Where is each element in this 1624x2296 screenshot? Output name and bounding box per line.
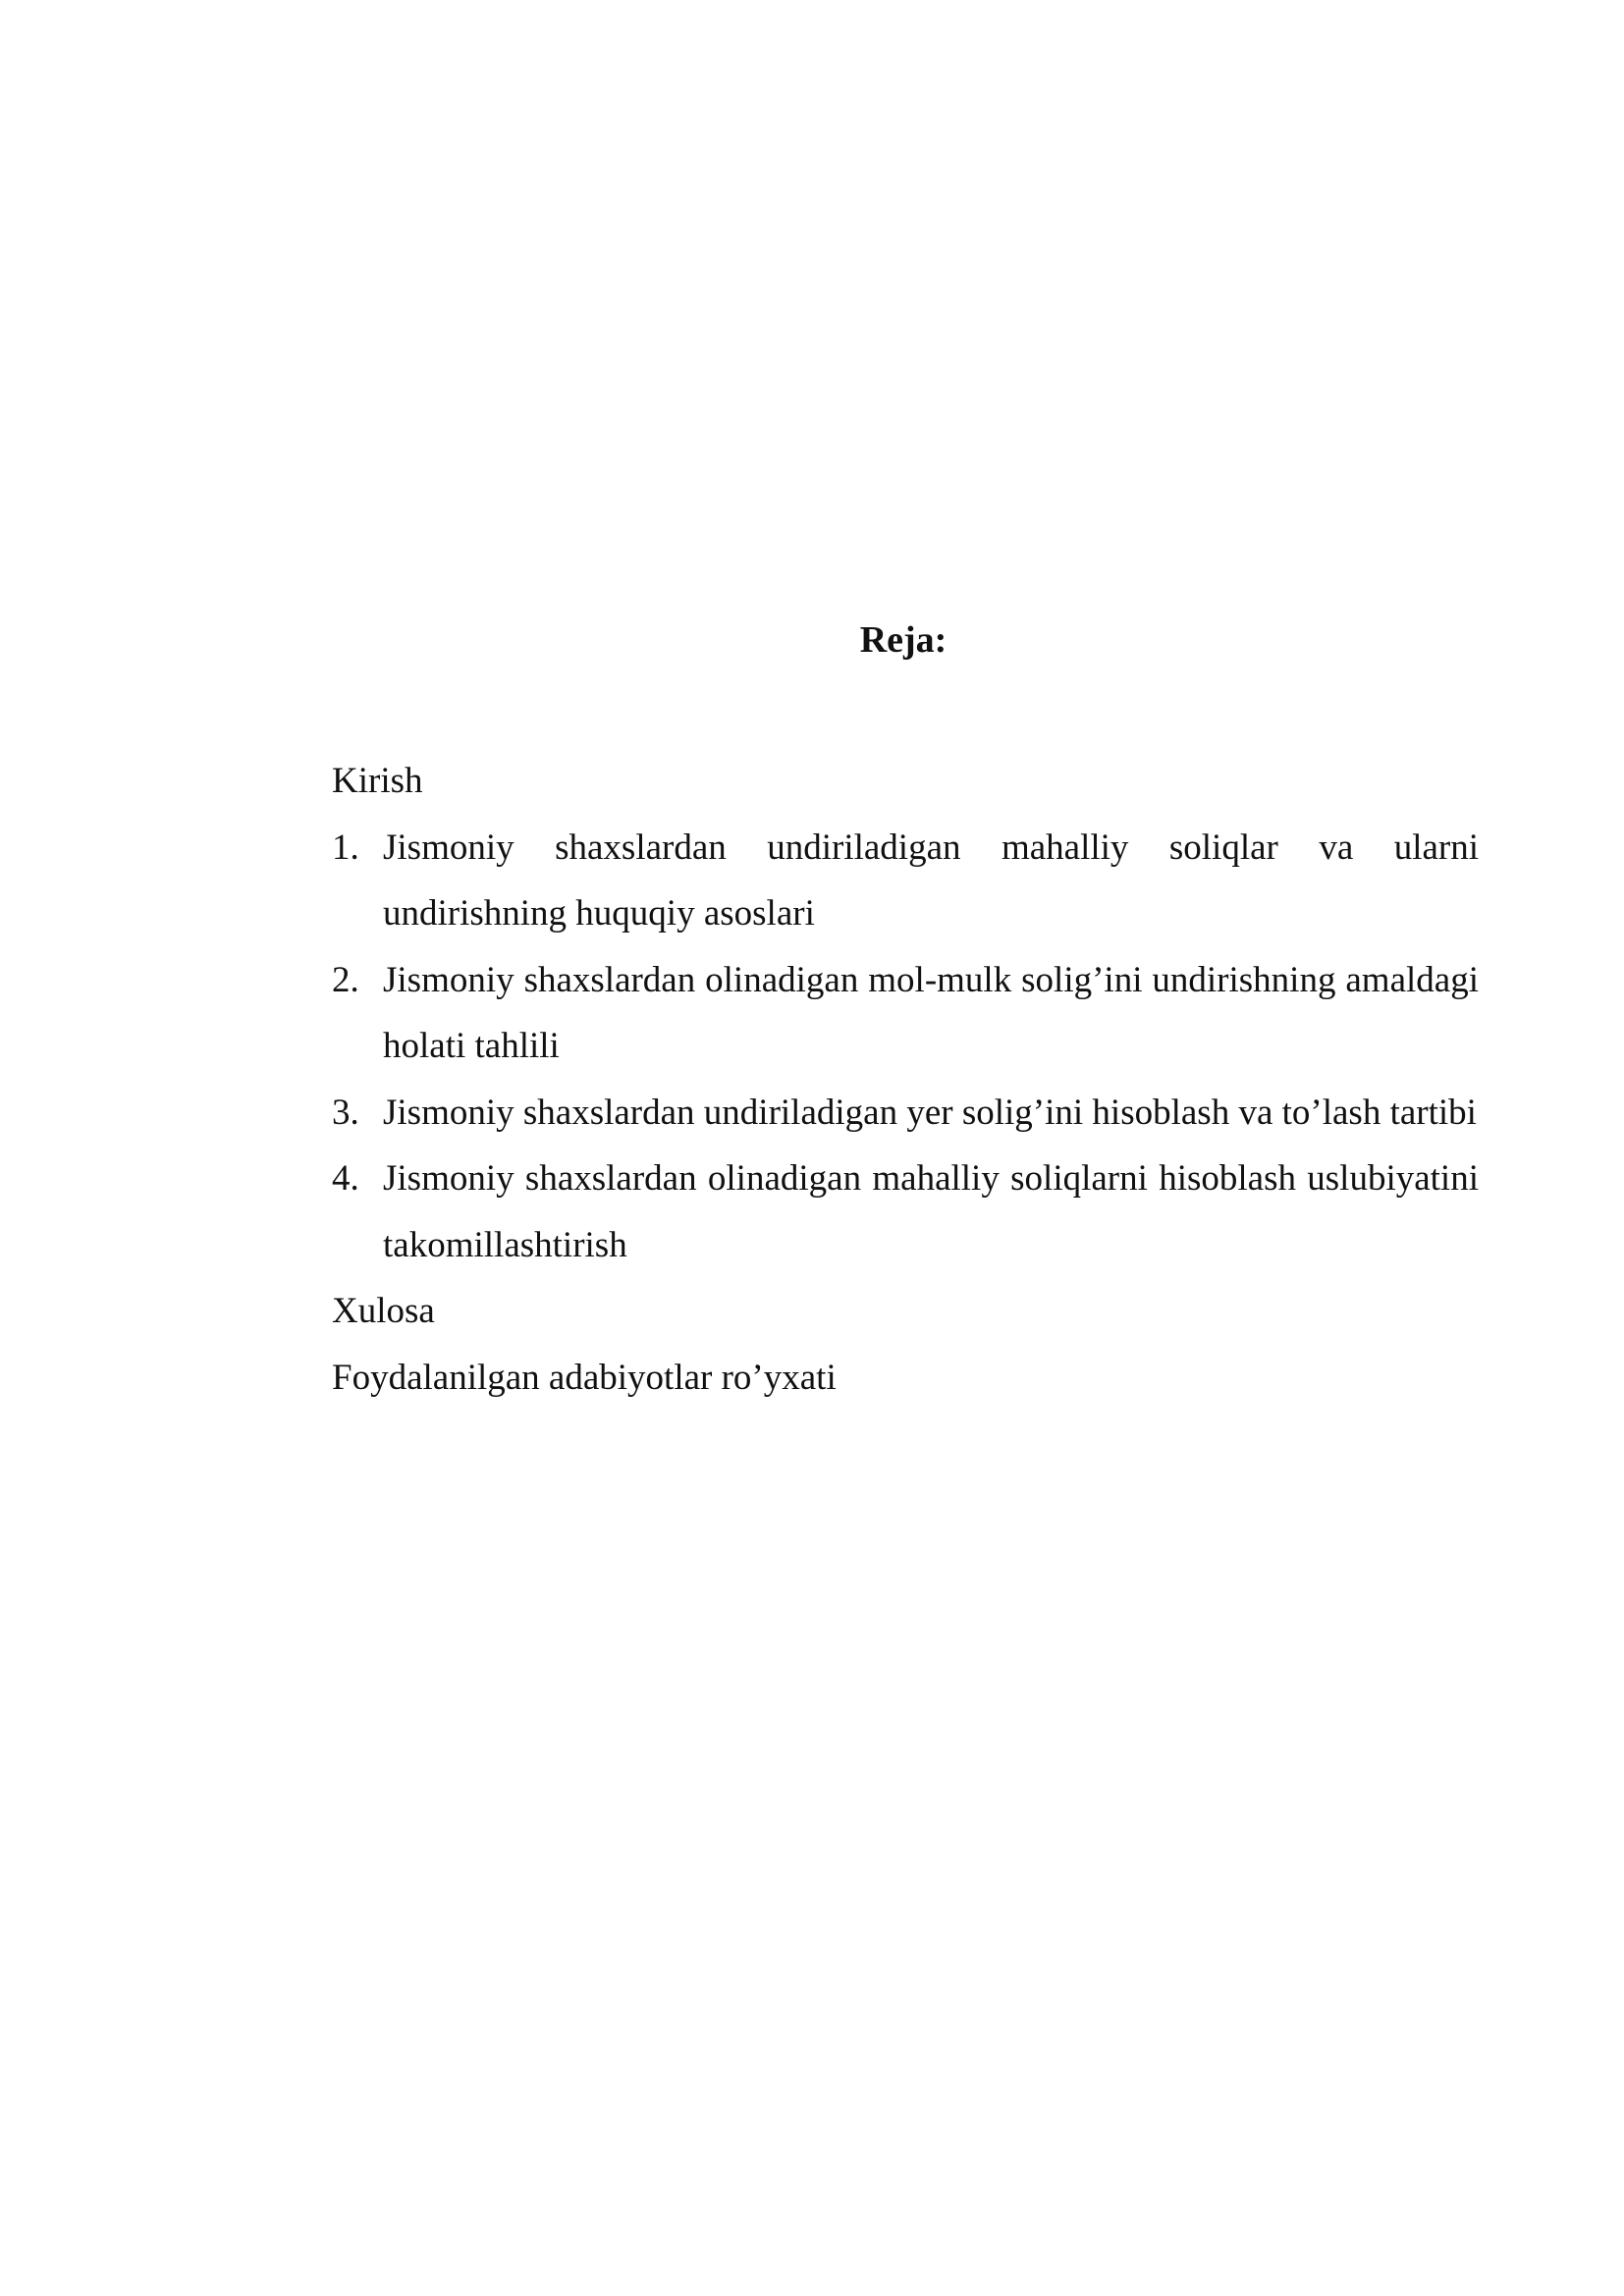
table-of-contents [332,748,1479,1411]
toc-item-number: 2. [332,959,359,1000]
toc-item-text: Jismoniy shaxslardan undiriladigan mahalliy soliqlar va ularni undirishning huquqiy asoslari [383,827,1479,934]
toc-item-text: Jismoniy shaxslardan undiriladigan yer solig’ini hisoblash va to’lash tartibi [383,1092,1477,1133]
toc-item-text: Jismoniy shaxslardan olinadigan mahalliy soliqlarni hisoblash uslubiyatini takomillashtirish [383,1158,1479,1265]
toc-item [332,1080,1479,1147]
toc-item [332,947,1479,1080]
toc-item [332,1146,1479,1278]
toc-item [332,815,1479,947]
page-title: Reja: [859,619,947,661]
toc-item-number: 3. [332,1092,359,1133]
toc-conclusion: Xulosa [332,1291,435,1331]
toc-list [332,815,1479,1279]
toc-item-text: Jismoniy shaxslardan olinadigan mol-mulk solig’ini undirishning amaldagi holati tahlili [383,959,1479,1066]
toc-references: Foydalanilgan adabiyotlar ro’yxati [332,1357,837,1398]
toc-item-number: 4. [332,1158,359,1199]
toc-intro: Kirish [332,761,423,801]
toc-item-number: 1. [332,827,359,868]
